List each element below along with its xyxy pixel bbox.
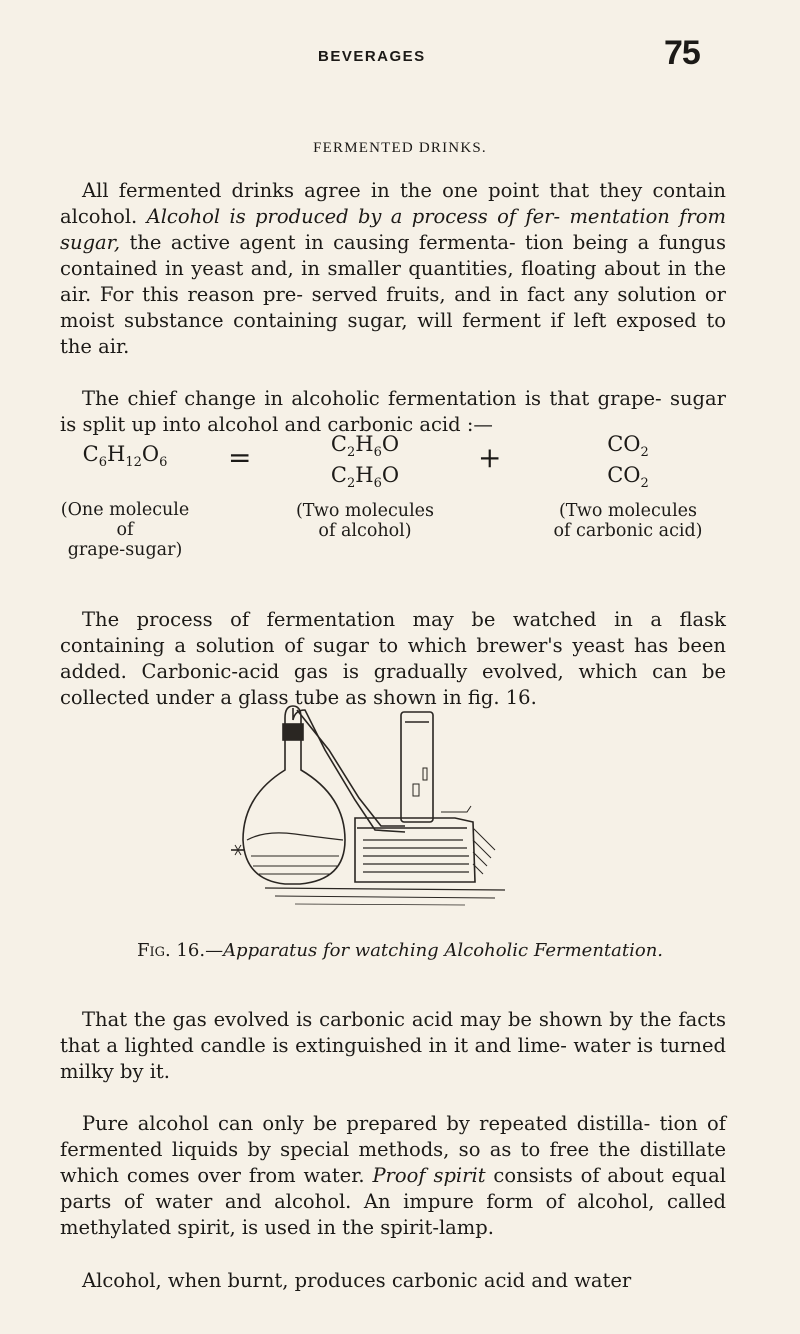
paragraph-chief-change: The chief change in alcoholic fermentation is that grape- sugar is split up into alcohol and carbonic acid :—: [60, 387, 726, 436]
co2-label-line1: (Two molecules: [558, 501, 698, 522]
paragraph-alcohol-burnt: Alcohol, when burnt, produces carbonic acid and water: [82, 1269, 632, 1292]
running-title: BEVERAGES: [318, 48, 426, 65]
paragraph-pure-alcohol: [60, 1111, 726, 1241]
co2-formula-1-display: $CO_2$: [607, 432, 649, 461]
reactant-label-line2: grape-sugar): [67, 540, 183, 561]
italic-term: Proof spirit: [372, 1164, 486, 1187]
paragraph-text: the active agent in causing fermenta- tion being a fungus contained in yeast and, in smaller quantities, floating about in the air. For this reason pre- served fruits, and in fact any solution or moist substance containing sugar, will ferment if left exposed to the air.: [60, 231, 726, 358]
carbonic-acid-column: [530, 433, 726, 541]
alcohol-formula-2-display: $C_2H_6O$: [330, 463, 400, 492]
running-head: [0, 8, 800, 72]
page-number: 75: [664, 34, 700, 72]
alcohol-label-line1: (Two molecules: [295, 501, 435, 522]
figure-label: Fig. 16.: [136, 940, 206, 961]
alcohol-column: [280, 433, 450, 541]
paragraph-flask-process: The process of fermentation may be watched in a flask containing a solution of sugar to which brewer's yeast has been added. Carbonic-acid gas is gradually evolved, which can be collected under a glass tube as shown in fig. 16.: [60, 608, 726, 709]
cork: [283, 724, 303, 740]
reactant-formula-display: $C_6H_{12}O_6$: [82, 442, 168, 471]
figure-apparatus: [205, 700, 605, 915]
figure-caption: [0, 940, 800, 961]
apparatus-illustration: [205, 700, 605, 915]
fermentation-equation: [60, 432, 726, 561]
caption-dash: —: [205, 940, 224, 961]
co2-formula-2-display: $CO_2$: [607, 463, 649, 492]
italic-definition: Alcohol is produced by a process of fer- mentation from sugar,: [60, 205, 726, 254]
plus-sign: +: [478, 441, 502, 474]
paragraph-text: Pure alcohol can only be prepared by repeated distilla- tion of fermented liquids by special methods, so as to free the distillate which comes over from water.: [60, 1112, 726, 1187]
paragraph-fermented-drinks: [60, 178, 726, 360]
section-heading: FERMENTED DRINKS.: [313, 140, 487, 156]
equals-sign: =: [228, 441, 252, 474]
glass-tube: [401, 712, 433, 822]
reactant-label-line1: (One molecule of: [60, 500, 190, 541]
reactant-column: [60, 443, 190, 560]
paragraph-text: All fermented drinks agree in the one point that they contain alcohol.: [60, 179, 726, 228]
paragraph-carbonic-acid-test: That the gas evolved is carbonic acid may be shown by the facts that a lighted candle is extinguished in it and lime- water is turned milky by it.: [60, 1008, 726, 1083]
co2-label-line2: of carbonic acid): [553, 521, 703, 542]
alcohol-formula-1-display: $C_2H_6O$: [330, 432, 400, 461]
paragraph-text: consists of about equal parts of water and alcohol. An impure form of alcohol, called methylated spirit, is used in the spirit-lamp.: [60, 1164, 726, 1239]
caption-text: Apparatus for watching Alcoholic Fermentation.: [223, 940, 664, 961]
alcohol-label-line2: of alcohol): [318, 521, 412, 542]
